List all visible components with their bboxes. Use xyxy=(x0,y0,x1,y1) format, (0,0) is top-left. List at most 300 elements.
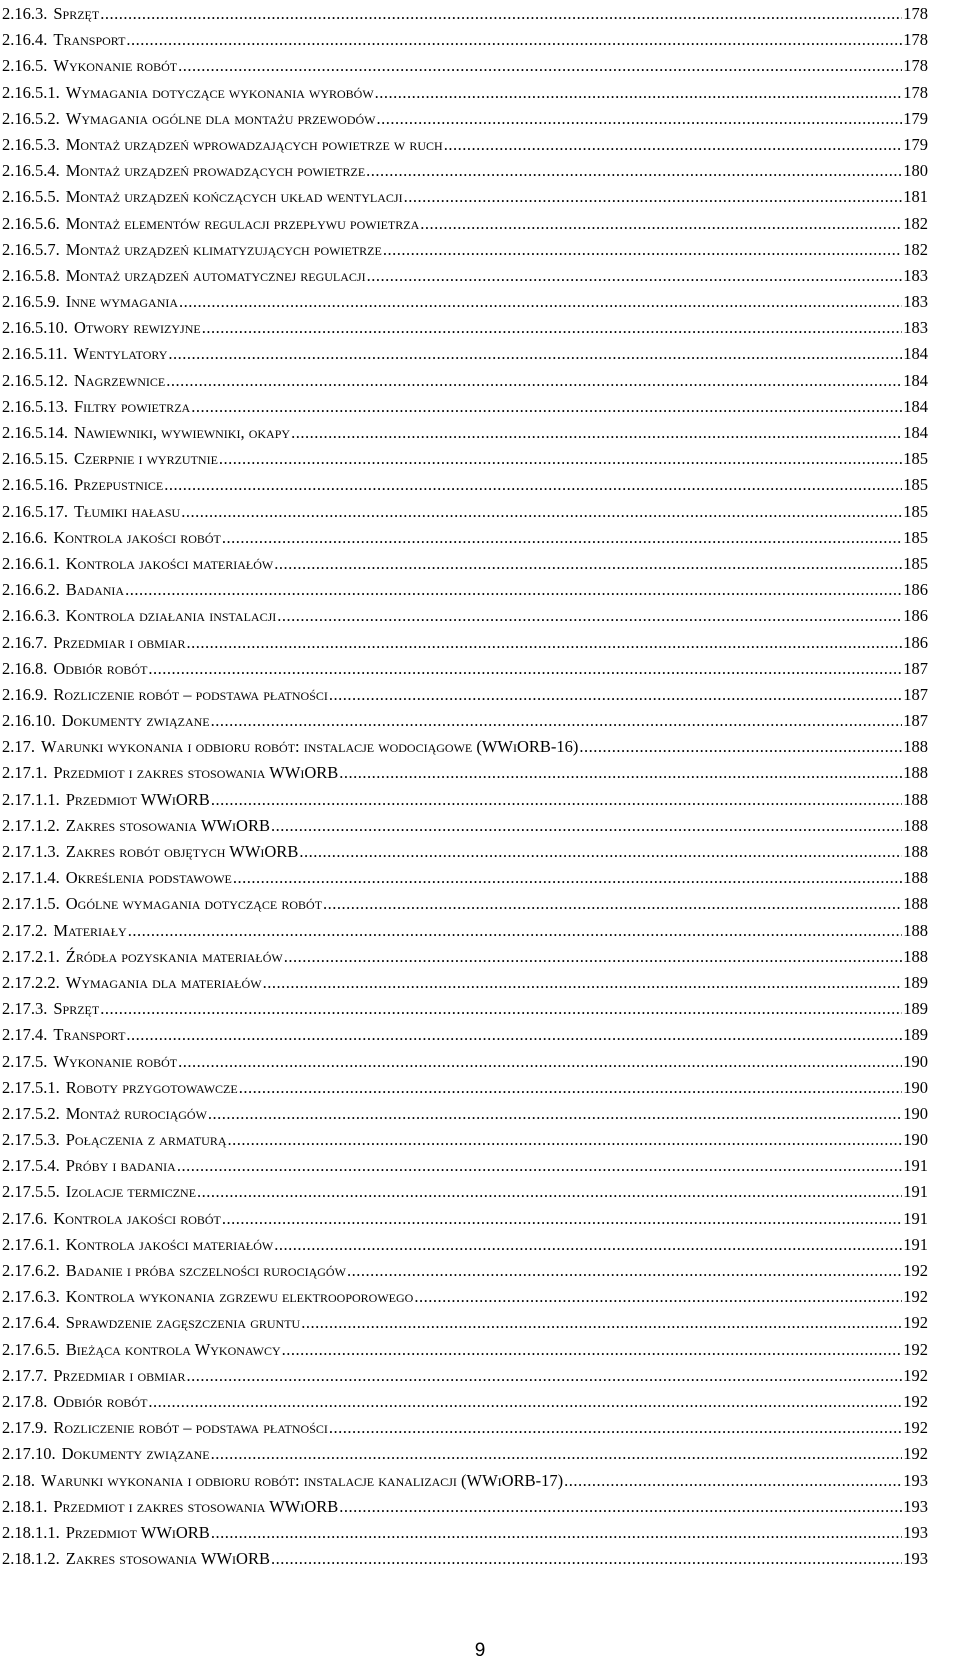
toc-entry-title: Wykonanie robót xyxy=(53,1051,178,1071)
toc-entry-page: 185 xyxy=(903,501,928,521)
toc-dot-leader xyxy=(125,580,902,600)
toc-dot-leader xyxy=(414,1287,902,1307)
toc-entry[interactable] xyxy=(2,1235,928,1261)
toc-entry-number: 2.16.5.2. xyxy=(2,108,60,128)
toc-dot-leader xyxy=(191,397,902,417)
toc-entry-title: Połączenia z armaturą xyxy=(65,1130,227,1150)
toc-entry[interactable] xyxy=(2,1523,928,1549)
toc-entry[interactable] xyxy=(2,894,928,920)
toc-dot-leader xyxy=(347,1261,902,1281)
toc-entry-page: 188 xyxy=(903,789,928,809)
toc-entry[interactable] xyxy=(2,135,928,161)
toc-entry-page: 188 xyxy=(903,842,928,861)
toc-dot-leader xyxy=(178,1052,902,1072)
toc-entry-title: Montaż urządzeń automatycznej regulacji xyxy=(65,265,366,285)
toc-entry-title: Warunki wykonania i odbioru robót: instalacje wodociągowe (WWiORB-16) xyxy=(41,737,579,757)
toc-dot-leader xyxy=(367,266,903,286)
toc-entry[interactable] xyxy=(2,240,928,266)
toc-entry-number: 2.17.1.3. xyxy=(2,842,60,861)
toc-entry-number: 2.17.5.3. xyxy=(2,1130,60,1150)
toc-entry-number: 2.17.5.4. xyxy=(2,1156,60,1176)
toc-entry-title: Wymagania dla materiałów xyxy=(65,972,262,992)
toc-entry-number: 2.17.6.5. xyxy=(2,1339,60,1359)
toc-entry[interactable] xyxy=(2,56,928,82)
toc-entry[interactable] xyxy=(2,763,928,789)
toc-entry-number: 2.16.9. xyxy=(2,684,48,704)
toc-entry-title: Inne wymagania xyxy=(65,292,179,312)
toc-entry-number: 2.17. xyxy=(2,737,35,757)
toc-entry-page: 183 xyxy=(903,265,928,285)
table-of-contents xyxy=(2,4,928,1575)
toc-dot-leader xyxy=(197,1182,902,1202)
toc-entry-title: Nagrzewnice xyxy=(74,370,166,390)
toc-dot-leader xyxy=(377,109,903,129)
toc-entry-title: Sprawdzenie zagęszczenia gruntu xyxy=(65,1313,301,1333)
toc-entry[interactable] xyxy=(2,580,928,606)
toc-dot-leader xyxy=(323,894,902,914)
toc-entry[interactable] xyxy=(2,1130,928,1156)
toc-entry-page: 191 xyxy=(903,1182,928,1202)
toc-entry-number: 2.16.6.3. xyxy=(2,606,60,626)
toc-entry-title: Rozliczenie robót – podstawa płatności xyxy=(53,684,328,704)
toc-entry[interactable] xyxy=(2,685,928,711)
toc-entry-title: Przedmiot i zakres stosowania WWiORB xyxy=(53,763,339,783)
toc-entry-number: 2.17.5. xyxy=(2,1051,48,1071)
toc-entry-title: Otwory rewizyjne xyxy=(74,318,201,338)
toc-entry-title: Roboty przygotowawcze xyxy=(65,1077,238,1097)
toc-entry[interactable] xyxy=(2,842,928,868)
toc-entry-title: Dokumenty związane xyxy=(61,1444,210,1464)
toc-entry-page: 192 xyxy=(903,1391,928,1411)
toc-entry-page: 179 xyxy=(903,134,928,154)
toc-entry-title: Montaż rurociągów xyxy=(65,1103,207,1123)
toc-dot-leader xyxy=(404,187,903,207)
toc-entry-number: 2.17.1.1. xyxy=(2,789,60,809)
toc-entry-number: 2.16.5.16. xyxy=(2,475,68,495)
toc-entry-number: 2.17.1.2. xyxy=(2,815,60,835)
toc-entry-page: 184 xyxy=(903,423,928,442)
toc-entry[interactable] xyxy=(2,1313,928,1339)
toc-entry-page: 182 xyxy=(903,239,928,259)
toc-entry-title: Przedmiot WWiORB xyxy=(65,789,210,809)
toc-entry-page: 190 xyxy=(903,1103,928,1123)
toc-dot-leader xyxy=(177,1156,902,1176)
toc-entry[interactable] xyxy=(2,1209,928,1235)
toc-entry-page: 186 xyxy=(903,606,928,626)
toc-entry-page: 188 xyxy=(903,763,928,783)
toc-entry[interactable] xyxy=(2,999,928,1025)
toc-entry-title: Ogólne wymagania dotyczące robót xyxy=(65,894,323,914)
toc-entry-number: 2.16.5.13. xyxy=(2,396,68,416)
toc-entry-number: 2.16.5.10. xyxy=(2,318,68,338)
toc-dot-leader xyxy=(211,790,902,810)
toc-entry-title: Montaż urządzeń prowadzących powietrze xyxy=(65,161,366,181)
toc-entry-number: 2.16.6.1. xyxy=(2,553,60,573)
toc-entry[interactable] xyxy=(2,711,928,737)
toc-entry-title: Źródła pozyskania materiałów xyxy=(65,946,283,966)
toc-entry-title: Kontrola jakości materiałów xyxy=(65,553,274,573)
toc-entry-page: 183 xyxy=(903,292,928,312)
toc-dot-leader xyxy=(222,1209,902,1229)
toc-entry[interactable] xyxy=(2,1471,928,1497)
toc-entry-number: 2.17.6.2. xyxy=(2,1261,60,1280)
toc-entry-title: Montaż urządzeń kończących układ wentylacji xyxy=(65,187,403,207)
toc-entry-title: Wentylatory xyxy=(73,344,168,364)
toc-entry[interactable] xyxy=(2,292,928,318)
toc-dot-leader xyxy=(126,30,902,50)
toc-dot-leader xyxy=(383,240,902,260)
toc-entry-title: Warunki wykonania i odbioru robót: instalacje kanalizacji (WWiORB-17) xyxy=(41,1470,564,1490)
toc-entry[interactable] xyxy=(2,633,928,659)
toc-entry[interactable] xyxy=(2,502,928,528)
toc-entry[interactable] xyxy=(2,397,928,423)
toc-dot-leader xyxy=(100,999,902,1019)
toc-entry-page: 188 xyxy=(903,868,928,888)
toc-dot-leader xyxy=(282,1340,903,1360)
toc-entry-title: Transport xyxy=(53,30,126,50)
toc-entry-title: Wykonanie robót xyxy=(53,56,178,76)
toc-entry[interactable] xyxy=(2,1261,928,1287)
toc-entry-title: Tłumiki hałasu xyxy=(74,501,181,521)
toc-entry-title: Odbiór robót xyxy=(53,1391,148,1411)
toc-entry-page: 180 xyxy=(903,161,928,181)
toc-entry-page: 193 xyxy=(903,1496,928,1516)
toc-entry-title: Montaż urządzeń wprowadzających powietrze w ruch xyxy=(65,134,443,154)
toc-dot-leader xyxy=(233,868,902,888)
toc-entry-title: Dokumenty związane xyxy=(61,711,210,731)
toc-entry-number: 2.16.4. xyxy=(2,30,48,50)
toc-entry[interactable] xyxy=(2,449,928,475)
toc-entry[interactable] xyxy=(2,475,928,501)
toc-dot-leader xyxy=(239,1078,903,1098)
toc-entry[interactable] xyxy=(2,1392,928,1418)
toc-entry-page: 189 xyxy=(903,972,928,992)
toc-entry-title: Badania xyxy=(65,580,125,600)
toc-entry-number: 2.17.1.5. xyxy=(2,894,60,914)
toc-entry-title: Przedmiar i obmiar xyxy=(53,632,186,652)
toc-entry-page: 187 xyxy=(903,684,928,704)
toc-entry-number: 2.16.5.17. xyxy=(2,501,68,521)
toc-dot-leader xyxy=(444,135,903,155)
toc-dot-leader xyxy=(299,842,902,862)
toc-entry-title: Przedmiot i zakres stosowania WWiORB xyxy=(53,1496,339,1516)
toc-entry[interactable] xyxy=(2,1025,928,1051)
toc-dot-leader xyxy=(375,83,903,103)
toc-entry[interactable] xyxy=(2,1366,928,1392)
toc-entry-page: 178 xyxy=(903,56,928,76)
toc-entry[interactable] xyxy=(2,109,928,135)
toc-dot-leader xyxy=(148,659,902,679)
toc-dot-leader xyxy=(420,214,902,234)
toc-entry-number: 2.17.6.3. xyxy=(2,1287,60,1307)
toc-dot-leader xyxy=(564,1471,902,1491)
toc-dot-leader xyxy=(277,606,902,626)
toc-dot-leader xyxy=(271,1549,902,1569)
toc-entry[interactable] xyxy=(2,790,928,816)
toc-entry-title: Filtry powietrza xyxy=(74,396,191,416)
toc-entry-title: Przepustnice xyxy=(74,475,164,495)
toc-entry[interactable] xyxy=(2,868,928,894)
toc-entry-page: 192 xyxy=(903,1339,928,1359)
toc-entry[interactable] xyxy=(2,554,928,580)
toc-entry-number: 2.17.7. xyxy=(2,1365,48,1385)
toc-entry-number: 2.17.2. xyxy=(2,920,48,940)
toc-dot-leader xyxy=(329,1418,902,1438)
toc-entry-page: 187 xyxy=(903,711,928,731)
toc-dot-leader xyxy=(228,1130,903,1150)
toc-entry-number: 2.18.1.2. xyxy=(2,1549,60,1569)
toc-entry-number: 2.16.10. xyxy=(2,711,56,731)
toc-entry-number: 2.18.1. xyxy=(2,1496,48,1516)
toc-entry-title: Montaż urządzeń klimatyzujących powietrze xyxy=(65,239,382,259)
toc-entry-number: 2.16.5.9. xyxy=(2,292,60,312)
toc-entry-title: Kontrola jakości materiałów xyxy=(65,1234,274,1254)
toc-dot-leader xyxy=(222,528,902,548)
toc-entry-title: Zakres stosowania WWiORB xyxy=(65,815,270,835)
toc-entry[interactable] xyxy=(2,344,928,370)
toc-dot-leader xyxy=(186,1366,902,1386)
toc-entry-number: 2.16.7. xyxy=(2,632,48,652)
toc-dot-leader xyxy=(274,554,902,574)
toc-entry-number: 2.17.3. xyxy=(2,999,48,1019)
toc-entry-page: 181 xyxy=(903,187,928,207)
toc-entry-title: Nawiewniki, wywiewniki, okapy xyxy=(74,423,291,442)
toc-entry-number: 2.17.1.4. xyxy=(2,868,60,888)
toc-entry[interactable] xyxy=(2,266,928,292)
toc-entry-number: 2.17.4. xyxy=(2,1025,48,1045)
toc-entry-title: Bieżąca kontrola Wykonawcy xyxy=(65,1339,281,1359)
toc-dot-leader xyxy=(211,711,903,731)
toc-entry-title: Transport xyxy=(53,1025,126,1045)
toc-entry-title: Próby i badania xyxy=(65,1156,176,1176)
toc-entry-title: Kontrola wykonania zgrzewu elektrooporowego xyxy=(65,1287,414,1307)
toc-entry[interactable] xyxy=(2,1549,928,1575)
toc-entry[interactable] xyxy=(2,1418,928,1444)
toc-entry-page: 190 xyxy=(903,1077,928,1097)
toc-entry-title: Badanie i próba szczelności rurociągów xyxy=(65,1261,346,1280)
toc-entry-page: 178 xyxy=(903,4,928,23)
toc-entry-page: 188 xyxy=(903,737,928,757)
toc-entry-page: 192 xyxy=(903,1418,928,1438)
toc-entry-page: 189 xyxy=(903,1025,928,1045)
toc-dot-leader xyxy=(263,973,903,993)
toc-entry-page: 182 xyxy=(903,213,928,233)
toc-entry-page: 191 xyxy=(903,1234,928,1254)
toc-dot-leader xyxy=(366,161,902,181)
toc-entry-page: 190 xyxy=(903,1130,928,1150)
toc-dot-leader xyxy=(211,1523,902,1543)
toc-dot-leader xyxy=(179,292,902,312)
toc-entry-page: 188 xyxy=(903,946,928,966)
toc-entry-number: 2.16.6.2. xyxy=(2,580,60,600)
toc-entry-page: 191 xyxy=(903,1208,928,1228)
toc-entry-title: Materiały xyxy=(53,920,127,940)
toc-entry-number: 2.17.2.1. xyxy=(2,946,60,966)
toc-entry[interactable] xyxy=(2,816,928,842)
toc-dot-leader xyxy=(301,1313,902,1333)
toc-entry-page: 189 xyxy=(903,999,928,1019)
toc-entry-number: 2.17.2.2. xyxy=(2,972,60,992)
toc-entry-title: Przedmiot WWiORB xyxy=(65,1522,210,1542)
toc-entry[interactable] xyxy=(2,606,928,632)
toc-entry-page: 192 xyxy=(903,1287,928,1307)
toc-entry-number: 2.16.5.8. xyxy=(2,265,60,285)
toc-entry-number: 2.17.1. xyxy=(2,763,48,783)
toc-entry-page: 188 xyxy=(903,894,928,914)
toc-entry-title: Odbiór robót xyxy=(53,658,148,678)
toc-entry-number: 2.17.6.4. xyxy=(2,1313,60,1333)
toc-entry-number: 2.17.5.1. xyxy=(2,1077,60,1097)
toc-dot-leader xyxy=(274,1235,902,1255)
toc-entry-title: Przedmiar i obmiar xyxy=(53,1365,186,1385)
toc-entry[interactable] xyxy=(2,161,928,187)
toc-entry[interactable] xyxy=(2,973,928,999)
toc-entry-title: Sprzęt xyxy=(53,4,100,23)
toc-entry-page: 193 xyxy=(903,1549,928,1569)
toc-entry-title: Rozliczenie robót – podstawa płatności xyxy=(53,1418,328,1438)
toc-entry[interactable] xyxy=(2,1444,928,1470)
toc-dot-leader xyxy=(186,633,902,653)
toc-entry-page: 192 xyxy=(903,1365,928,1385)
toc-dot-leader xyxy=(181,502,902,522)
toc-entry[interactable] xyxy=(2,1052,928,1078)
toc-entry[interactable] xyxy=(2,83,928,109)
toc-dot-leader xyxy=(339,763,902,783)
toc-entry[interactable] xyxy=(2,528,928,554)
toc-entry-page: 185 xyxy=(903,527,928,547)
toc-entry-page: 192 xyxy=(903,1444,928,1464)
toc-entry-number: 2.16.6. xyxy=(2,527,48,547)
toc-entry-title: Czerpnie i wyrzutnie xyxy=(74,449,218,469)
toc-entry[interactable] xyxy=(2,1287,928,1313)
toc-dot-leader xyxy=(208,1104,902,1124)
toc-entry-number: 2.18.1.1. xyxy=(2,1522,60,1542)
toc-entry-number: 2.17.10. xyxy=(2,1444,56,1464)
toc-entry[interactable] xyxy=(2,1156,928,1182)
toc-entry-page: 193 xyxy=(903,1522,928,1542)
toc-dot-leader xyxy=(271,816,902,836)
toc-entry[interactable] xyxy=(2,1497,928,1523)
toc-entry-number: 2.16.5.12. xyxy=(2,370,68,390)
toc-entry[interactable] xyxy=(2,371,928,397)
toc-entry-page: 184 xyxy=(903,396,928,416)
toc-entry-title: Izolacje termiczne xyxy=(65,1182,197,1202)
toc-entry-title: Kontrola jakości robót xyxy=(53,1208,221,1228)
toc-entry-number: 2.17.6.1. xyxy=(2,1234,60,1254)
toc-entry[interactable] xyxy=(2,659,928,685)
toc-entry[interactable] xyxy=(2,318,928,344)
toc-dot-leader xyxy=(148,1392,902,1412)
toc-entry-number: 2.18. xyxy=(2,1470,35,1490)
toc-dot-leader xyxy=(329,685,902,705)
toc-dot-leader xyxy=(339,1497,902,1517)
page-number: 9 xyxy=(474,1640,486,1661)
toc-entry-title: Sprzęt xyxy=(53,999,100,1019)
toc-entry-page: 178 xyxy=(903,30,928,50)
toc-entry-number: 2.16.5.4. xyxy=(2,161,60,181)
toc-entry-number: 2.16.3. xyxy=(2,4,48,23)
toc-entry-title: Kontrola działania instalacji xyxy=(65,606,277,626)
toc-entry-page: 184 xyxy=(903,344,928,364)
toc-entry[interactable] xyxy=(2,921,928,947)
toc-entry-number: 2.17.5.5. xyxy=(2,1182,60,1202)
toc-dot-leader xyxy=(100,4,902,24)
toc-entry-page: 185 xyxy=(903,553,928,573)
toc-entry-page: 190 xyxy=(903,1051,928,1071)
toc-dot-leader xyxy=(128,921,903,941)
toc-entry[interactable] xyxy=(2,187,928,213)
toc-entry-title: Określenia podstawowe xyxy=(65,868,232,888)
toc-entry-page: 179 xyxy=(903,108,928,128)
toc-entry-number: 2.16.5.15. xyxy=(2,449,68,469)
toc-entry-title: Zakres robót objętych WWiORB xyxy=(65,842,299,861)
toc-entry[interactable] xyxy=(2,4,928,30)
toc-entry-number: 2.16.5.7. xyxy=(2,239,60,259)
toc-dot-leader xyxy=(579,737,902,757)
toc-entry-title: Zakres stosowania WWiORB xyxy=(65,1549,270,1569)
toc-entry-number: 2.17.9. xyxy=(2,1418,48,1438)
toc-entry-number: 2.16.5.6. xyxy=(2,213,60,233)
toc-entry[interactable] xyxy=(2,737,928,763)
toc-entry-page: 178 xyxy=(903,82,928,102)
toc-entry-title: Wymagania dotyczące wykonania wyrobów xyxy=(65,82,374,102)
toc-entry-page: 186 xyxy=(903,580,928,600)
toc-entry[interactable] xyxy=(2,1182,928,1208)
toc-entry-page: 188 xyxy=(903,815,928,835)
toc-entry-page: 185 xyxy=(903,475,928,495)
toc-dot-leader xyxy=(164,475,902,495)
toc-entry[interactable] xyxy=(2,30,928,56)
toc-entry-page: 184 xyxy=(903,370,928,390)
toc-entry[interactable] xyxy=(2,947,928,973)
toc-dot-leader xyxy=(202,318,903,338)
toc-entry-page: 192 xyxy=(903,1313,928,1333)
toc-entry-page: 191 xyxy=(903,1156,928,1176)
toc-entry-number: 2.16.5.1. xyxy=(2,82,60,102)
toc-dot-leader xyxy=(178,56,902,76)
toc-entry-number: 2.16.5.14. xyxy=(2,423,68,442)
toc-dot-leader xyxy=(166,371,902,391)
toc-entry[interactable] xyxy=(2,1340,928,1366)
toc-entry-page: 192 xyxy=(903,1261,928,1280)
toc-entry-number: 2.17.6. xyxy=(2,1208,48,1228)
toc-entry-number: 2.16.8. xyxy=(2,658,48,678)
toc-entry-title: Wymagania ogólne dla montażu przewodów xyxy=(65,108,376,128)
toc-entry-number: 2.16.5.5. xyxy=(2,187,60,207)
toc-entry[interactable] xyxy=(2,423,928,449)
toc-entry-number: 2.16.5.11. xyxy=(2,344,68,364)
toc-entry-number: 2.16.5. xyxy=(2,56,48,76)
toc-dot-leader xyxy=(291,423,902,443)
toc-entry-page: 187 xyxy=(903,658,928,678)
toc-entry[interactable] xyxy=(2,214,928,240)
toc-entry-page: 188 xyxy=(903,920,928,940)
toc-entry-page: 186 xyxy=(903,632,928,652)
toc-entry-page: 193 xyxy=(903,1470,928,1490)
toc-entry-number: 2.17.8. xyxy=(2,1391,48,1411)
toc-entry-page: 183 xyxy=(903,318,928,338)
toc-entry[interactable] xyxy=(2,1078,928,1104)
toc-entry-number: 2.16.5.3. xyxy=(2,134,60,154)
toc-entry-page: 185 xyxy=(903,449,928,469)
toc-entry-title: Kontrola jakości robót xyxy=(53,527,221,547)
toc-entry-title: Montaż elementów regulacji przepływu powietrza xyxy=(65,213,420,233)
toc-entry[interactable] xyxy=(2,1104,928,1130)
toc-dot-leader xyxy=(211,1444,903,1464)
toc-dot-leader xyxy=(168,344,902,364)
toc-dot-leader xyxy=(219,449,902,469)
toc-entry-number: 2.17.5.2. xyxy=(2,1103,60,1123)
